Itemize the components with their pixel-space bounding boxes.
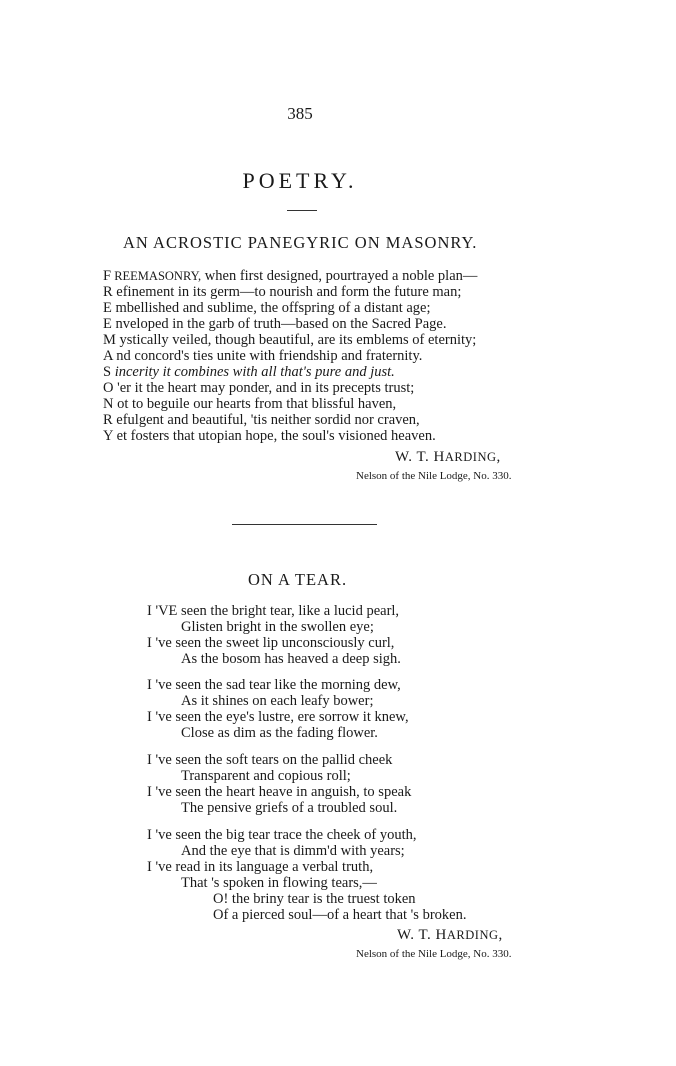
acrostic-line-text: efulgent and beautiful, 'tis neither sordid nor craven, bbox=[112, 412, 420, 428]
acrostic-signature-lodge: Nelson of the Nile Lodge, No. 330. bbox=[356, 470, 512, 482]
acrostic-title: AN ACROSTIC PANEGYRIC ON MASONRY. bbox=[123, 233, 478, 252]
acrostic-capital: O bbox=[103, 380, 114, 396]
acrostic-line bbox=[103, 364, 395, 380]
acrostic-line-text: ystically veiled, though beautiful, are its emblems of eternity; bbox=[115, 332, 477, 348]
title-divider bbox=[287, 210, 317, 211]
acrostic-line bbox=[103, 348, 422, 364]
acrostic-line-text: et fosters that utopian hope, the soul's visioned heaven. bbox=[112, 428, 436, 444]
poem-line: As the bosom has heaved a deep sigh. bbox=[181, 651, 401, 667]
acrostic-line-text: efinement in its germ—to nourish and form the future man; bbox=[112, 284, 462, 300]
acrostic-capital: N bbox=[103, 396, 114, 412]
poem-line: I 've seen the eye's lustre, ere sorrow it knew, bbox=[147, 709, 409, 725]
poem-line: As it shines on each leafy bower; bbox=[181, 693, 374, 709]
acrostic-line-text: 'er it the heart may ponder, and in its precepts trust; bbox=[113, 380, 415, 396]
acrostic-capital: E bbox=[103, 300, 112, 316]
acrostic-line bbox=[103, 332, 476, 348]
acrostic-capital: S bbox=[103, 364, 112, 380]
poem-line: And the eye that is dimm'd with years; bbox=[181, 843, 405, 859]
section-title: POETRY. bbox=[242, 168, 358, 193]
poem-line: The pensive griefs of a troubled soul. bbox=[181, 800, 398, 816]
poem-line: I 've seen the heart heave in anguish, to speak bbox=[147, 784, 412, 800]
poem-line: I 'VE seen the bright tear, like a lucid pearl, bbox=[147, 603, 400, 619]
poem-line: Close as dim as the fading flower. bbox=[181, 725, 378, 741]
poem-line: I 've seen the sad tear like the morning dew, bbox=[147, 677, 401, 693]
poem-line: That 's spoken in flowing tears,— bbox=[181, 875, 377, 891]
poem-line: O! the briny tear is the truest token bbox=[213, 891, 416, 907]
poem-line: Transparent and copious roll; bbox=[181, 768, 351, 784]
acrostic-line bbox=[103, 300, 431, 316]
poem-line: Of a pierced soul—of a heart that 's broken. bbox=[213, 907, 467, 923]
acrostic-line-text: nveloped in the garb of truth—based on the Sacred Page. bbox=[111, 316, 447, 332]
tear-poem-title: ON A TEAR. bbox=[248, 570, 348, 589]
acrostic-line bbox=[103, 268, 477, 284]
page-number: 385 bbox=[287, 104, 313, 123]
acrostic-capital: A bbox=[103, 348, 113, 364]
acrostic-capital: R bbox=[103, 412, 113, 428]
acrostic-line bbox=[103, 412, 420, 428]
acrostic-signature-name: W. T. HARDING, bbox=[395, 449, 501, 465]
acrostic-capital: F bbox=[103, 268, 112, 284]
acrostic-capital: R bbox=[103, 284, 113, 300]
poem-line: Glisten bright in the swollen eye; bbox=[181, 619, 374, 635]
tear-signature-lodge: Nelson of the Nile Lodge, No. 330. bbox=[356, 948, 512, 960]
poem-divider bbox=[232, 524, 377, 525]
acrostic-line-text: nd concord's ties unite with friendship and fraternity. bbox=[112, 348, 423, 364]
poem-line: I 've seen the sweet lip unconsciously curl, bbox=[147, 635, 395, 651]
acrostic-capital: M bbox=[103, 332, 116, 348]
poem-line: I 've read in its language a verbal truth, bbox=[147, 859, 374, 875]
acrostic-line-text: incerity it combines with all that's pure and just. bbox=[111, 364, 395, 380]
acrostic-line bbox=[103, 380, 414, 396]
acrostic-line bbox=[103, 428, 436, 444]
acrostic-line bbox=[103, 316, 446, 332]
acrostic-line bbox=[103, 396, 396, 412]
poem-line: I 've seen the big tear trace the cheek of youth, bbox=[147, 827, 417, 843]
acrostic-line-text: ot to beguile our hearts from that blissful haven, bbox=[113, 396, 397, 412]
acrostic-line bbox=[103, 284, 461, 300]
acrostic-capital: E bbox=[103, 316, 112, 332]
acrostic-first-word: REEMASONRY, bbox=[111, 269, 202, 283]
acrostic-line-text: mbellished and sublime, the offspring of a distant age; bbox=[111, 300, 431, 316]
acrostic-capital: Y bbox=[103, 428, 113, 444]
tear-signature-name: W. T. HARDING, bbox=[397, 927, 503, 943]
acrostic-line-text: when first designed, pourtrayed a noble plan— bbox=[201, 268, 478, 284]
poem-line: I 've seen the soft tears on the pallid cheek bbox=[147, 752, 393, 768]
